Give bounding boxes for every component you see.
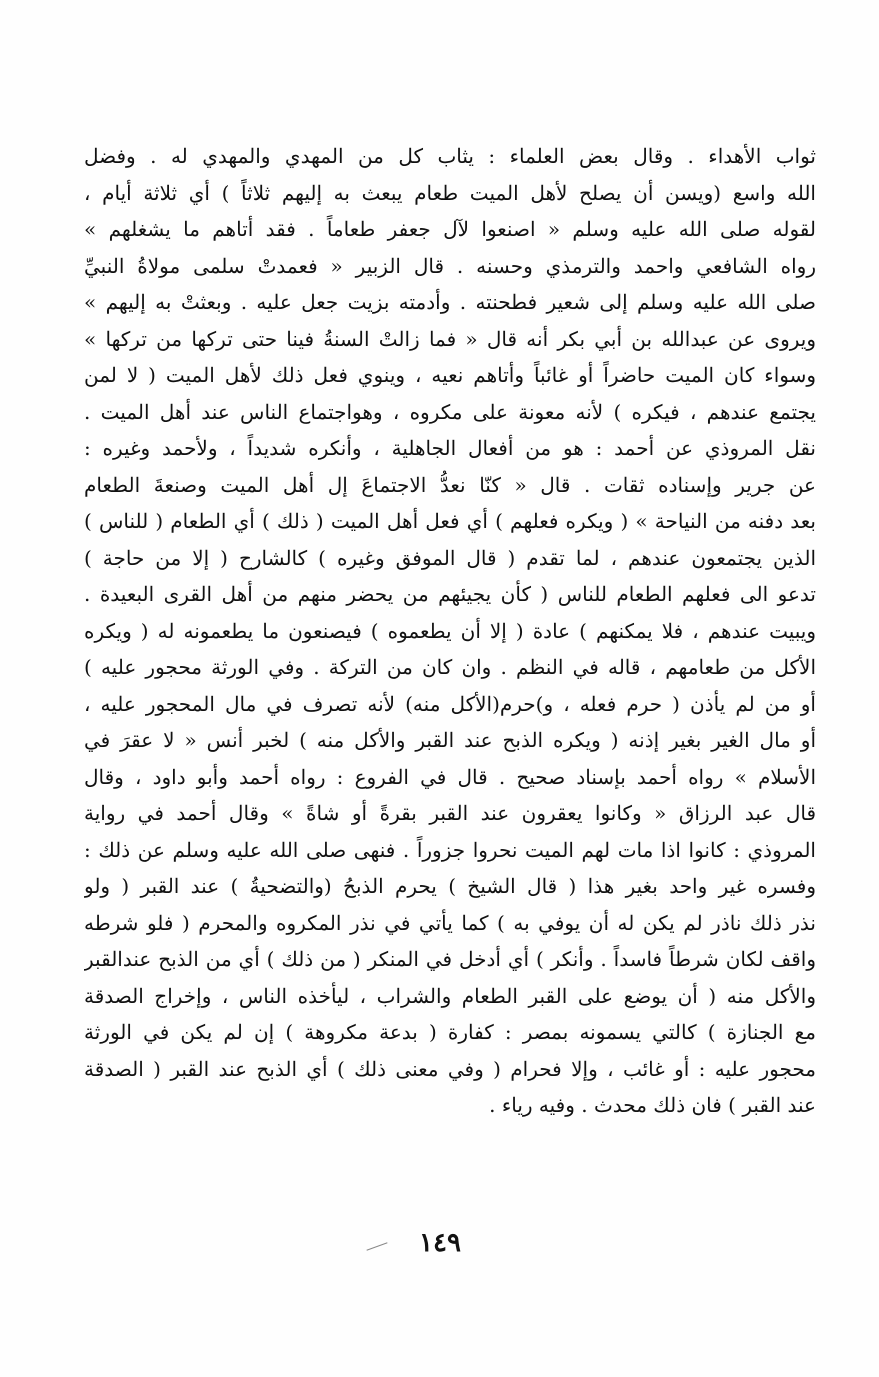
text-line: لقوله صلى الله عليه وسلم « اصنعوا لآل جعفر طعاماً . فقد أتاهم ما يشغلهم » bbox=[84, 217, 816, 241]
text-line: أو من لم يأذن ( حرم فعله ، و)حرم(الأكل منه) لأنه تصرف في مال المحجور عليه ، bbox=[84, 691, 816, 716]
text-line: محجور عليه : أو غائب ، وإلا فحرام ( وفي معنى ذلك ) أي الذبح عند القبر ( الصدقة bbox=[84, 1056, 816, 1081]
text-line-last: عند القبر ) فان ذلك محدث . وفيه رياء . bbox=[489, 1093, 816, 1117]
text-line: ويبيت عندهم ، فلا يمكنهم ) عادة ( إلا أن يطعموه ) فيصنعون ما يطعمونه له ( ويكره bbox=[84, 618, 816, 643]
text-line: نقل المروذي عن أحمد : هو من أفعال الجاهلية ، وأنكره شديداً ، ولأحمد وغيره : bbox=[84, 436, 816, 460]
text-line: بعد دفنه من النياحة » ( ويكره فعلهم ) أي فعل أهل الميت ( ذلك ) أي الطعام ( للناس ) bbox=[84, 509, 816, 533]
text-line: رواه الشافعي واحمد والترمذي وحسنه . قال الزبير « فعمدتْ سلمى مولاةُ النبيِّ bbox=[84, 253, 816, 278]
text-line: وفسره غير واحد بغير هذا ( قال الشيخ ) يحرم الذبحُ (والتضحيةُ ) عند القبر ( ولو bbox=[84, 874, 816, 898]
text-line: مع الجنازة ) كالتي يسمونه بمصر : كفارة ( بدعة مكروهة ) إن لم يكن في الورثة bbox=[84, 1020, 816, 1044]
text-line: نذر ذلك ناذر لم يكن له أن يوفي به ) كما يأتي في نذر المكروه والمحرم ( فلو شرطه bbox=[84, 910, 816, 935]
text-line: الأكل من طعامهم ، قاله في النظم . وان كان من التركة . وفي الورثة محجور عليه ) bbox=[84, 655, 816, 679]
text-line: قال عبد الرزاق « وكانوا يعقرون عند القبر بقرةً أو شاةً » وقال أحمد في رواية bbox=[84, 801, 816, 825]
text-line: المروذي : كانوا اذا مات لهم الميت نحروا جزوراً . فنهى صلى الله عليه وسلم عن ذلك : bbox=[84, 837, 816, 862]
text-line: الذين يجتمعون عندهم ، لما تقدم ( قال الموفق وغيره ) كالشارح ( إلا من حاجة ) bbox=[84, 545, 816, 570]
text-line: ثواب الأهداء . وقال بعض العلماء : يثاب كل من المهدي والمهدي له . وفضل bbox=[84, 144, 816, 168]
text-line: الله واسع (ويسن أن يصلح لأهل الميت طعام يبعث به إليهم ثلاثاً ) أي ثلاثة أيام ، bbox=[84, 180, 816, 205]
text-line: أو مال الغير بغير إذنه ( ويكره الذبح عند القبر والأكل منه ) لخبر أنس « لا عقرَ في bbox=[84, 728, 816, 752]
text-line: واقف لكان شرطاً فاسداً . وأنكر ) أي أدخل في المنكر ( من ذلك ) أي من الذبح عندالقبر bbox=[84, 947, 816, 971]
text-line: صلى الله عليه وسلم إلى شعير فطحنته . وأدمته بزيت جعل عليه . وبعثتْ به إليهم » bbox=[84, 290, 816, 314]
text-line: يجتمع عندهم ، فيكره ) لأنه معونة على مكروه ، وهواجتماع الناس عند أهل الميت . bbox=[84, 399, 816, 424]
text-line: وسواء كان الميت حاضراً أو غائباً وأتاهم نعيه ، وينوي فعل ذلك لأهل الميت ( لا لمن bbox=[84, 363, 816, 387]
text-line: والأكل منه ( أن يوضع على القبر الطعام والشراب ، ليأخذه الناس ، وإخراج الصدقة bbox=[84, 983, 816, 1008]
text-line: ويروى عن عبدالله بن أبي بكر أنه قال « فما زالتْ السنةُ فينا حتى تركها من تركها » bbox=[84, 326, 816, 351]
body-text bbox=[84, 138, 816, 1124]
text-line: تدعو الى فعلهم الطعام للناس ( كأن يجيئهم من يحضر منهم من أهل القرى البعيدة . bbox=[84, 582, 816, 606]
text-line: الأسلام » رواه أحمد بإسناد صحيح . قال في الفروع : رواه أحمد وأبو داود ، وقال bbox=[84, 764, 816, 789]
text-line: عن جرير وإسناده ثقات . قال « كنّا نعدُّ الاجتماعَ إل أهل الميت وصنعةَ الطعام bbox=[84, 472, 816, 497]
page-number: ١٤٩ bbox=[419, 1228, 461, 1258]
